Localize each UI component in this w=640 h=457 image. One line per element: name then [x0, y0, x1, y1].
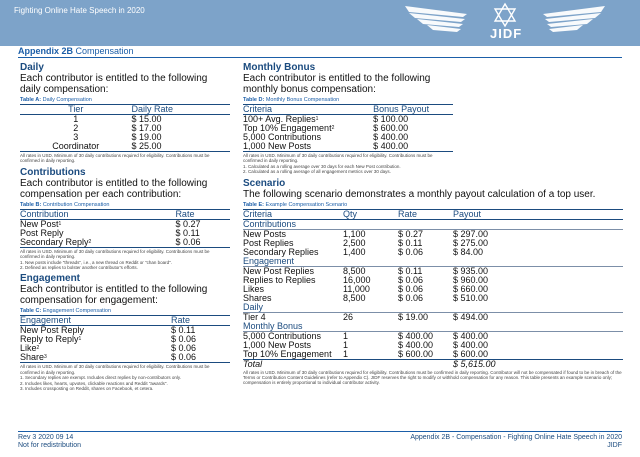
document-title-footer: Appendix 2B - Compensation - Fighting Online Hate Speech in 2020	[410, 434, 622, 441]
engagement-heading: Engagement	[20, 273, 81, 285]
table-row: Post Reply $ 0.11	[20, 227, 200, 238]
total-value: $ 5,615.00	[453, 359, 623, 369]
contributions-heading: Contributions	[20, 166, 86, 178]
contributions-description: Each contributor is entitled to the following compensation per each contribution:	[20, 177, 208, 200]
revision-text: Rev 3 2020 09 14	[18, 434, 74, 441]
scenario-table	[243, 209, 623, 369]
appendix-label: Appendix 2B	[18, 46, 74, 56]
table-row: Coordinator $ 25.00	[20, 142, 230, 152]
page-title	[18, 46, 134, 56]
table-row: New Post$^1$ $ 0.27	[20, 218, 201, 229]
table-row: Reply to Reply$^1$ $ 0.06	[20, 334, 196, 345]
footer-right	[410, 434, 622, 450]
engagement-description: Each contributor is entitled to the following compensation for engagement:	[20, 284, 208, 307]
monthly-bonus-description: Each contributor is entitled to the following monthly bonus compensation:	[243, 73, 431, 95]
column-header: Engagement	[20, 316, 171, 326]
table-d-caption: Table D: Monthly Bonus Compensation	[243, 97, 340, 103]
scenario-description: The following scenario demonstrates a monthly payout calculation of a top user.	[243, 188, 596, 200]
table-row: New Post Replies 8,500 $ 0.11 $ 935.00	[243, 265, 489, 276]
table-row: 1,000 New Posts 1 $ 400.00 $ 400.00	[243, 339, 489, 350]
column-header: Bonus Payout	[373, 105, 453, 115]
logo-text: JIDF	[490, 26, 523, 41]
daily-description: Each contributor is entitled to the following daily compensation:	[20, 73, 208, 95]
appendix-title: Compensation	[75, 46, 134, 56]
monthly-bonus-section	[243, 62, 453, 175]
column-header: Tier	[20, 105, 132, 115]
redistribution-text: Not for redistribution	[18, 442, 82, 449]
table-c-caption: Table C: Engagement Compensation	[20, 308, 112, 315]
total-label: Total	[243, 359, 343, 369]
table-row: 5,000 Contributions $ 400.00	[243, 132, 409, 142]
engagement-compensation-table	[20, 315, 230, 363]
column-header: Rate	[171, 316, 230, 326]
table-row: 5,000 Contributions 1 $ 400.00 $ 400.00	[243, 330, 489, 341]
org-footer: JIDF	[607, 442, 622, 449]
table-row: Share$^3$ $ 0.06	[20, 353, 230, 363]
column-header: Qty	[343, 209, 398, 219]
table-row: Secondary Reply$^2$ $ 0.06	[20, 238, 230, 248]
monthly-bonus-heading: Monthly Bonus	[243, 62, 316, 73]
table-row: Likes 11,000 $ 0.06 $ 660.00	[243, 283, 489, 294]
title-divider	[18, 57, 622, 58]
group-header-engagement: Engagement	[243, 257, 623, 267]
table-row: 100+ Avg. Replies$^1$ $ 100.00	[243, 114, 409, 124]
table-row: 3 $ 19.00	[73, 132, 162, 142]
scenario-note: All rates in USD. Minimum of 30 daily contributions required for eligibility. Contributions must be confirmed in daily reporting. Contributor will not be compensated if found to be in breach of the Terms or Contribution Content Guidelines (refer to Appendix C). JIDF reserves the right to modify or withhold compensation for any reason. This table presents an example scenario only; compensation is entirely proportional to individual contributor activity.	[243, 369, 622, 386]
table-row: Post Replies 2,500 $ 0.11 $ 275.00	[243, 237, 489, 248]
table-row: New Post Reply $ 0.11	[20, 325, 196, 336]
header-title: Fighting Online Hate Speech in 2020	[14, 6, 145, 15]
table-row: 1 $ 15.00	[73, 114, 162, 124]
monthly-bonus-note: All rates in USD. Minimum of 30 daily contributions required for eligibility. Contributions must be confirmed in daily reporting. 1. Calculated as a rolling average over 30 days for each New Post contribution. 2. Calculated as a rolling average of all engagement metrics over 30 days.	[243, 153, 433, 175]
table-row: New Posts 1,100 $ 0.27 $ 297.00	[243, 228, 489, 239]
monthly-bonus-table	[243, 104, 453, 152]
contribution-compensation-table	[20, 209, 230, 248]
table-row: Replies to Replies 16,000 $ 0.06 $ 960.00	[243, 274, 489, 285]
table-row: Secondary Replies 1,400 $ 0.06 $ 84.00	[243, 246, 484, 257]
table-row: Top 10% Engagement$^2$ $ 600.00	[243, 123, 409, 133]
scenario-heading: Scenario	[243, 177, 286, 189]
left-column	[20, 62, 230, 394]
table-row: 1,000 New Posts $ 400.00	[243, 142, 453, 152]
daily-compensation-table	[20, 104, 230, 152]
column-header: Rate	[175, 209, 230, 219]
column-header: Payout	[453, 209, 623, 219]
table-e-caption: Table E: Example Compensation Scenario	[243, 201, 348, 208]
table-row: Shares 8,500 $ 0.06 $ 510.00	[243, 292, 489, 303]
footer-left	[18, 434, 81, 450]
contributions-note: All rates in USD. Minimum of 30 daily contributions required for eligibility. Contributions must be confirmed in daily reporting. 1. New posts include "threads", i.e., a new thread on Reddit or "chan board". 2. Defined as replies to bolster another contributor's efforts.	[20, 248, 210, 271]
table-row: 2 $ 17.00	[73, 123, 162, 133]
table-a-caption: Table A: Daily Compensation	[20, 97, 92, 103]
daily-heading: Daily	[20, 62, 44, 73]
group-header-monthly-bonus: Monthly Bonus	[243, 322, 623, 332]
group-header-contributions: Contributions	[243, 219, 623, 229]
column-header: Contribution	[20, 209, 175, 219]
table-b-caption: Table B: Contribution Compensation	[20, 201, 110, 208]
daily-note: All rates in USD. Minimum of 30 daily contributions required for eligibility. Contributions must be confirmed in daily reporting.	[20, 153, 210, 164]
column-header: Criteria	[243, 105, 373, 115]
column-header: Criteria	[243, 209, 343, 219]
group-header-daily: Daily	[243, 303, 623, 313]
table-row: Tier 4 26 $ 19.00 $ 494.00	[243, 311, 489, 322]
footer-divider	[18, 431, 622, 432]
header-banner	[0, 0, 640, 46]
column-header: Rate	[398, 209, 453, 219]
table-row: Like$^2$ $ 0.06	[20, 343, 196, 354]
column-header: Daily Rate	[132, 105, 230, 115]
right-column	[243, 62, 623, 389]
engagement-note: All rates in USD. Minimum of 30 daily contributions required for eligibility. Contributions must be confirmed in daily reporting. 1. Secondary replies are exempt. Includes direct replies by non-contributors only. 2. Includes likes, hearts, upvotes, clickable reactions and Reddit "awards". 3. Includes crossposting on Reddit, shares on Facebook, et cetera.	[20, 364, 210, 392]
total-row	[243, 359, 623, 369]
table-row: Top 10% Engagement 1 $ 600.00 $ 600.00	[243, 348, 489, 359]
